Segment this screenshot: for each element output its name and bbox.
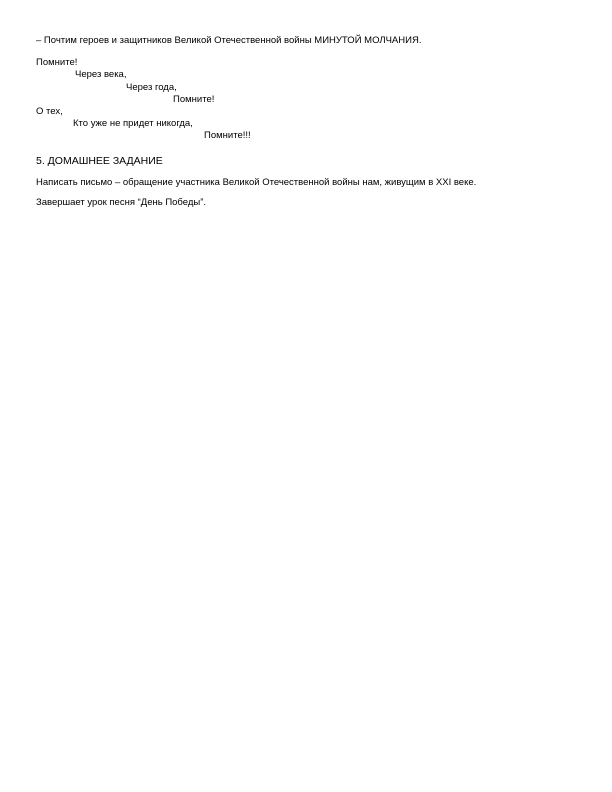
poem-line-5: О тех, (36, 106, 63, 117)
poem-line-6: Кто уже не придет никогда, (73, 118, 193, 129)
closing-text: Завершает урок песня “День Победы”. (36, 197, 207, 208)
homework-text: Написать письмо – обращение участника Великой Отечественной войны нам, живущим в XXI веке. (36, 177, 477, 188)
poem-line-3: Через года, (126, 82, 177, 93)
poem-line-7: Помните!!! (204, 130, 251, 141)
poem-line-1: Помните! (36, 57, 78, 68)
intro-line: – Почтим героев и защитников Великой Отечественной войны МИНУТОЙ МОЛЧАНИЯ. (36, 35, 422, 46)
poem-line-2: Через века, (75, 69, 127, 80)
section-heading: 5. ДОМАШНЕЕ ЗАДАНИЕ (36, 155, 163, 167)
poem-line-4: Помните! (173, 94, 215, 105)
